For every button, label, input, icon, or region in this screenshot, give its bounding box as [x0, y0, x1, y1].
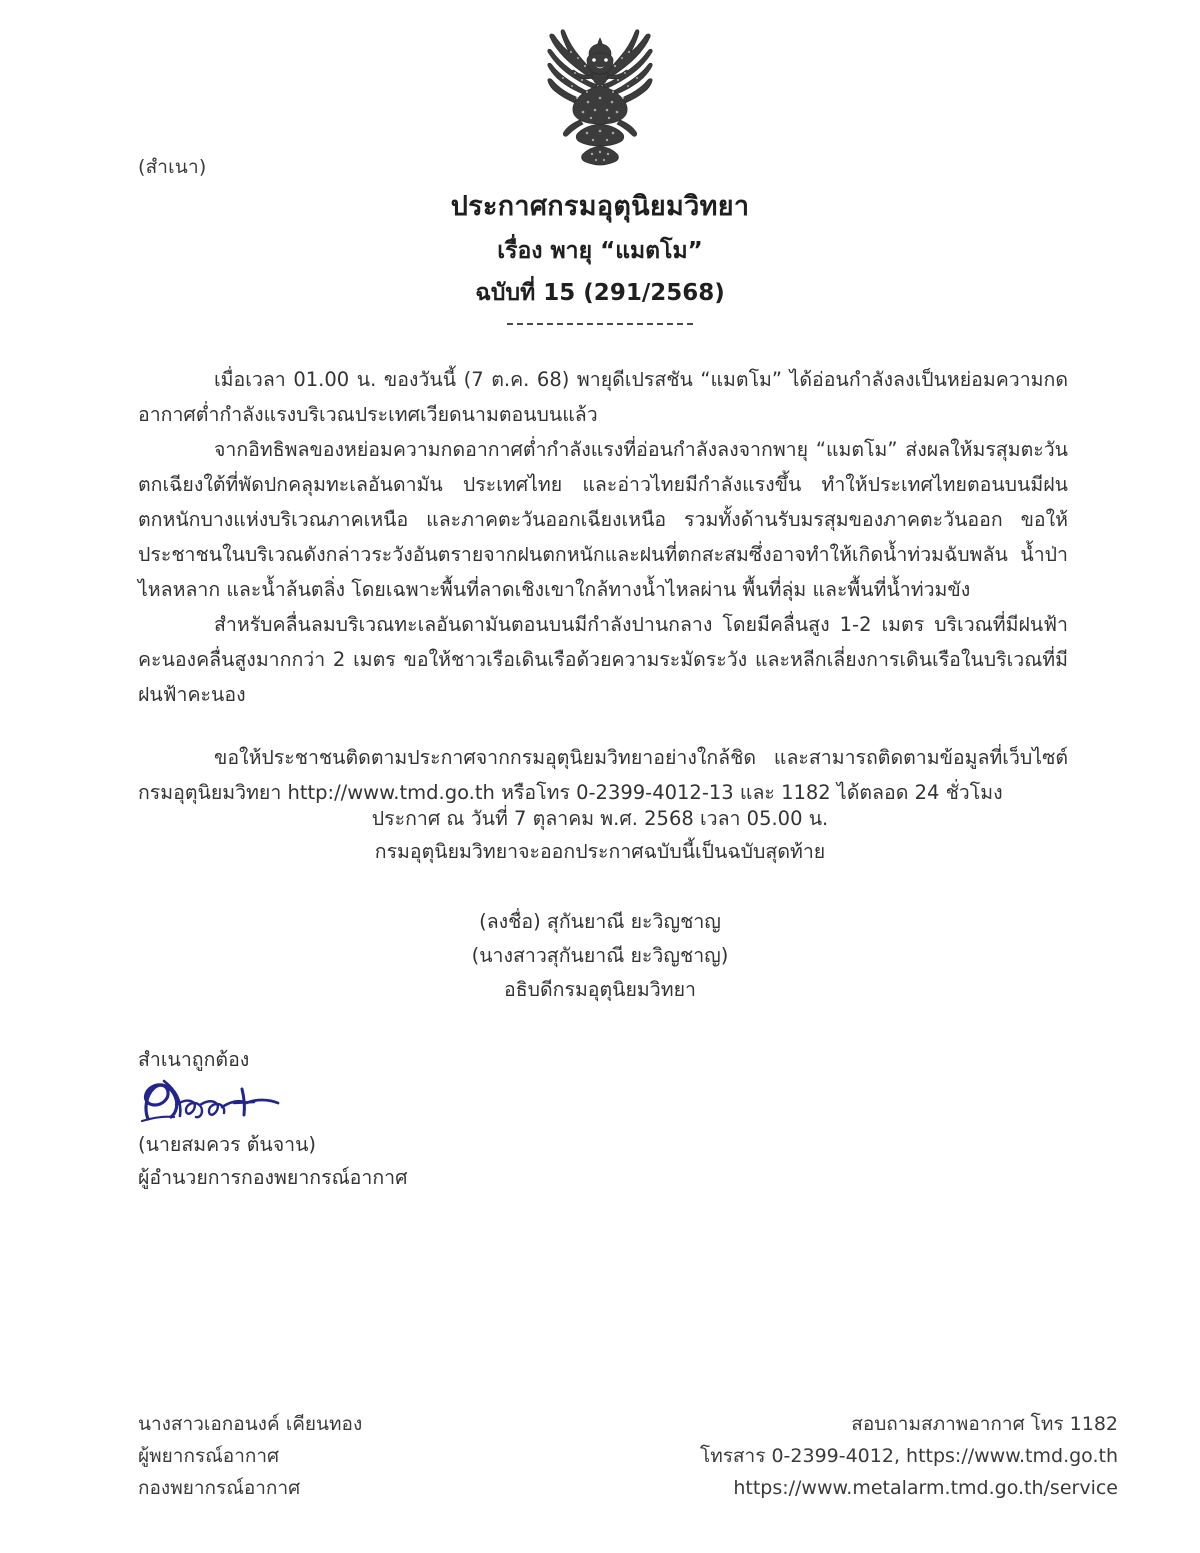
body-paragraph-4: ขอให้ประชาชนติดตามประกาศจากกรมอุตุนิยมวิทยาอย่างใกล้ชิด และสามารถติดตามข้อมูลที่เว็บไซต์ กรมอุตุนิยมวิทยา http://www.tmd.go.th หรือโทร 0-2399-4012-13 และ 1182 ได้ตลอด 24 ชั่วโมง	[138, 746, 1068, 804]
footer-fax-and-site: โทรสาร 0-2399-4012, https://www.tmd.go.th	[700, 1445, 1118, 1467]
copy-marker: (สำเนา)	[138, 156, 207, 178]
heading-divider	[507, 323, 693, 325]
signer-name-line: (นางสาวสุกันยาณี ยะวิญชาญ)	[471, 944, 729, 967]
footer-hotline: สอบถามสภาพอากาศ โทร 1182	[851, 1413, 1118, 1435]
body-paragraph-2: จากอิทธิพลของหย่อมความกดอากาศต่ำกำลังแรงที่อ่อนกำลังลงจากพายุ “แมตโม” ส่งผลให้มรสุมตะวันตกเฉียงใต้ที่พัดปกคลุมทะเลอันดามัน ประเทศไทย และอ่าวไทยมีกำลังแรงขึ้น ทำให้ประเทศไทยตอนบนมีฝนตกหนักบางแห่งบริเวณภาคเหนือ และภาคตะวันออกเฉียงเหนือ รวมทั้งด้านรับมรสุมของภาคตะวันออก ขอให้ประชาชนในบริเวณดังกล่าวระวังอันตรายจากฝนตกหนักและฝนที่ตกสะสมซึ่งอาจทำให้เกิดน้ำท่วมฉับพลัน น้ำป่าไหลหลาก และน้ำล้นตลิ่ง โดยเฉพาะพื้นที่ลาดเชิงเขาใกล้ทางน้ำไหลผ่าน พื้นที่ลุ่ม และพื้นที่น้ำท่วมขัง	[138, 438, 1068, 601]
announcement-date: ประกาศ ณ วันที่ 7 ตุลาคม พ.ศ. 2568 เวลา 05.00 น.	[371, 807, 829, 830]
footer-forecaster-division: กองพยากรณ์อากาศ	[138, 1477, 301, 1499]
document-body	[138, 362, 1068, 810]
certifier-name: (นายสมควร ต้นจาน)	[138, 1133, 317, 1156]
heading-issue-number: ฉบับที่ 15 (291/2568)	[475, 279, 725, 306]
signer-position-line: อธิบดีกรมอุตุนิยมวิทยา	[504, 978, 696, 1001]
body-paragraph-3: สำหรับคลื่นลมบริเวณทะเลอันดามันตอนบนมีกำลังปานกลาง โดยมีคลื่นสูง 1-2 เมตร บริเวณที่มีฝนฟ้าคะนองคลื่นสูงมากกว่า 2 เมตร ขอให้ชาวเรือเดินเรือด้วยความระมัดระวัง และหลีกเลี่ยงการเดินเรือในบริเวณที่มีฝนฟ้าคะนอง	[138, 613, 1068, 706]
emblem-container	[0, 28, 1200, 170]
footer-right-block	[700, 1408, 1118, 1504]
certified-copy-block	[138, 1044, 407, 1193]
garuda-emblem	[525, 28, 675, 170]
certifier-role: ผู้อำนวยการกองพยากรณ์อากาศ	[138, 1166, 408, 1189]
certified-copy-label: สำเนาถูกต้อง	[138, 1048, 250, 1071]
body-paragraph-1: เมื่อเวลา 01.00 น. ของวันนี้ (7 ต.ค. 68) พายุดีเปรสชัน “แมตโม” ได้อ่อนกำลังลงเป็นหย่อมความกดอากาศต่ำกำลังแรงบริเวณประเทศเวียดนามตอนบนแล้ว	[138, 368, 1068, 426]
signed-by-line: (ลงชื่อ) สุกันยาณี ยะวิญชาญ	[479, 910, 721, 933]
page-title: ประกาศกรมอุตุนิยมวิทยา	[450, 191, 750, 222]
final-notice-line: กรมอุตุนิยมวิทยาจะออกประกาศฉบับนี้เป็นฉบับสุดท้าย	[374, 840, 826, 863]
closing-block	[0, 802, 1200, 868]
document-heading	[0, 190, 1200, 325]
footer-service-url: https://www.metalarm.tmd.go.th/service	[733, 1477, 1118, 1499]
signature-block	[0, 905, 1200, 1007]
footer-forecaster-name: นางสาวเอกอนงค์ เคียนทอง	[138, 1413, 363, 1435]
divider-container	[0, 323, 1200, 325]
handwritten-signature-icon	[138, 1075, 288, 1129]
footer-left-block	[138, 1408, 362, 1504]
handwritten-signature-container	[138, 1075, 407, 1129]
heading-subject: เรื่อง พายุ “แมตโม”	[497, 237, 703, 264]
footer-forecaster-role: ผู้พยากรณ์อากาศ	[138, 1445, 280, 1467]
